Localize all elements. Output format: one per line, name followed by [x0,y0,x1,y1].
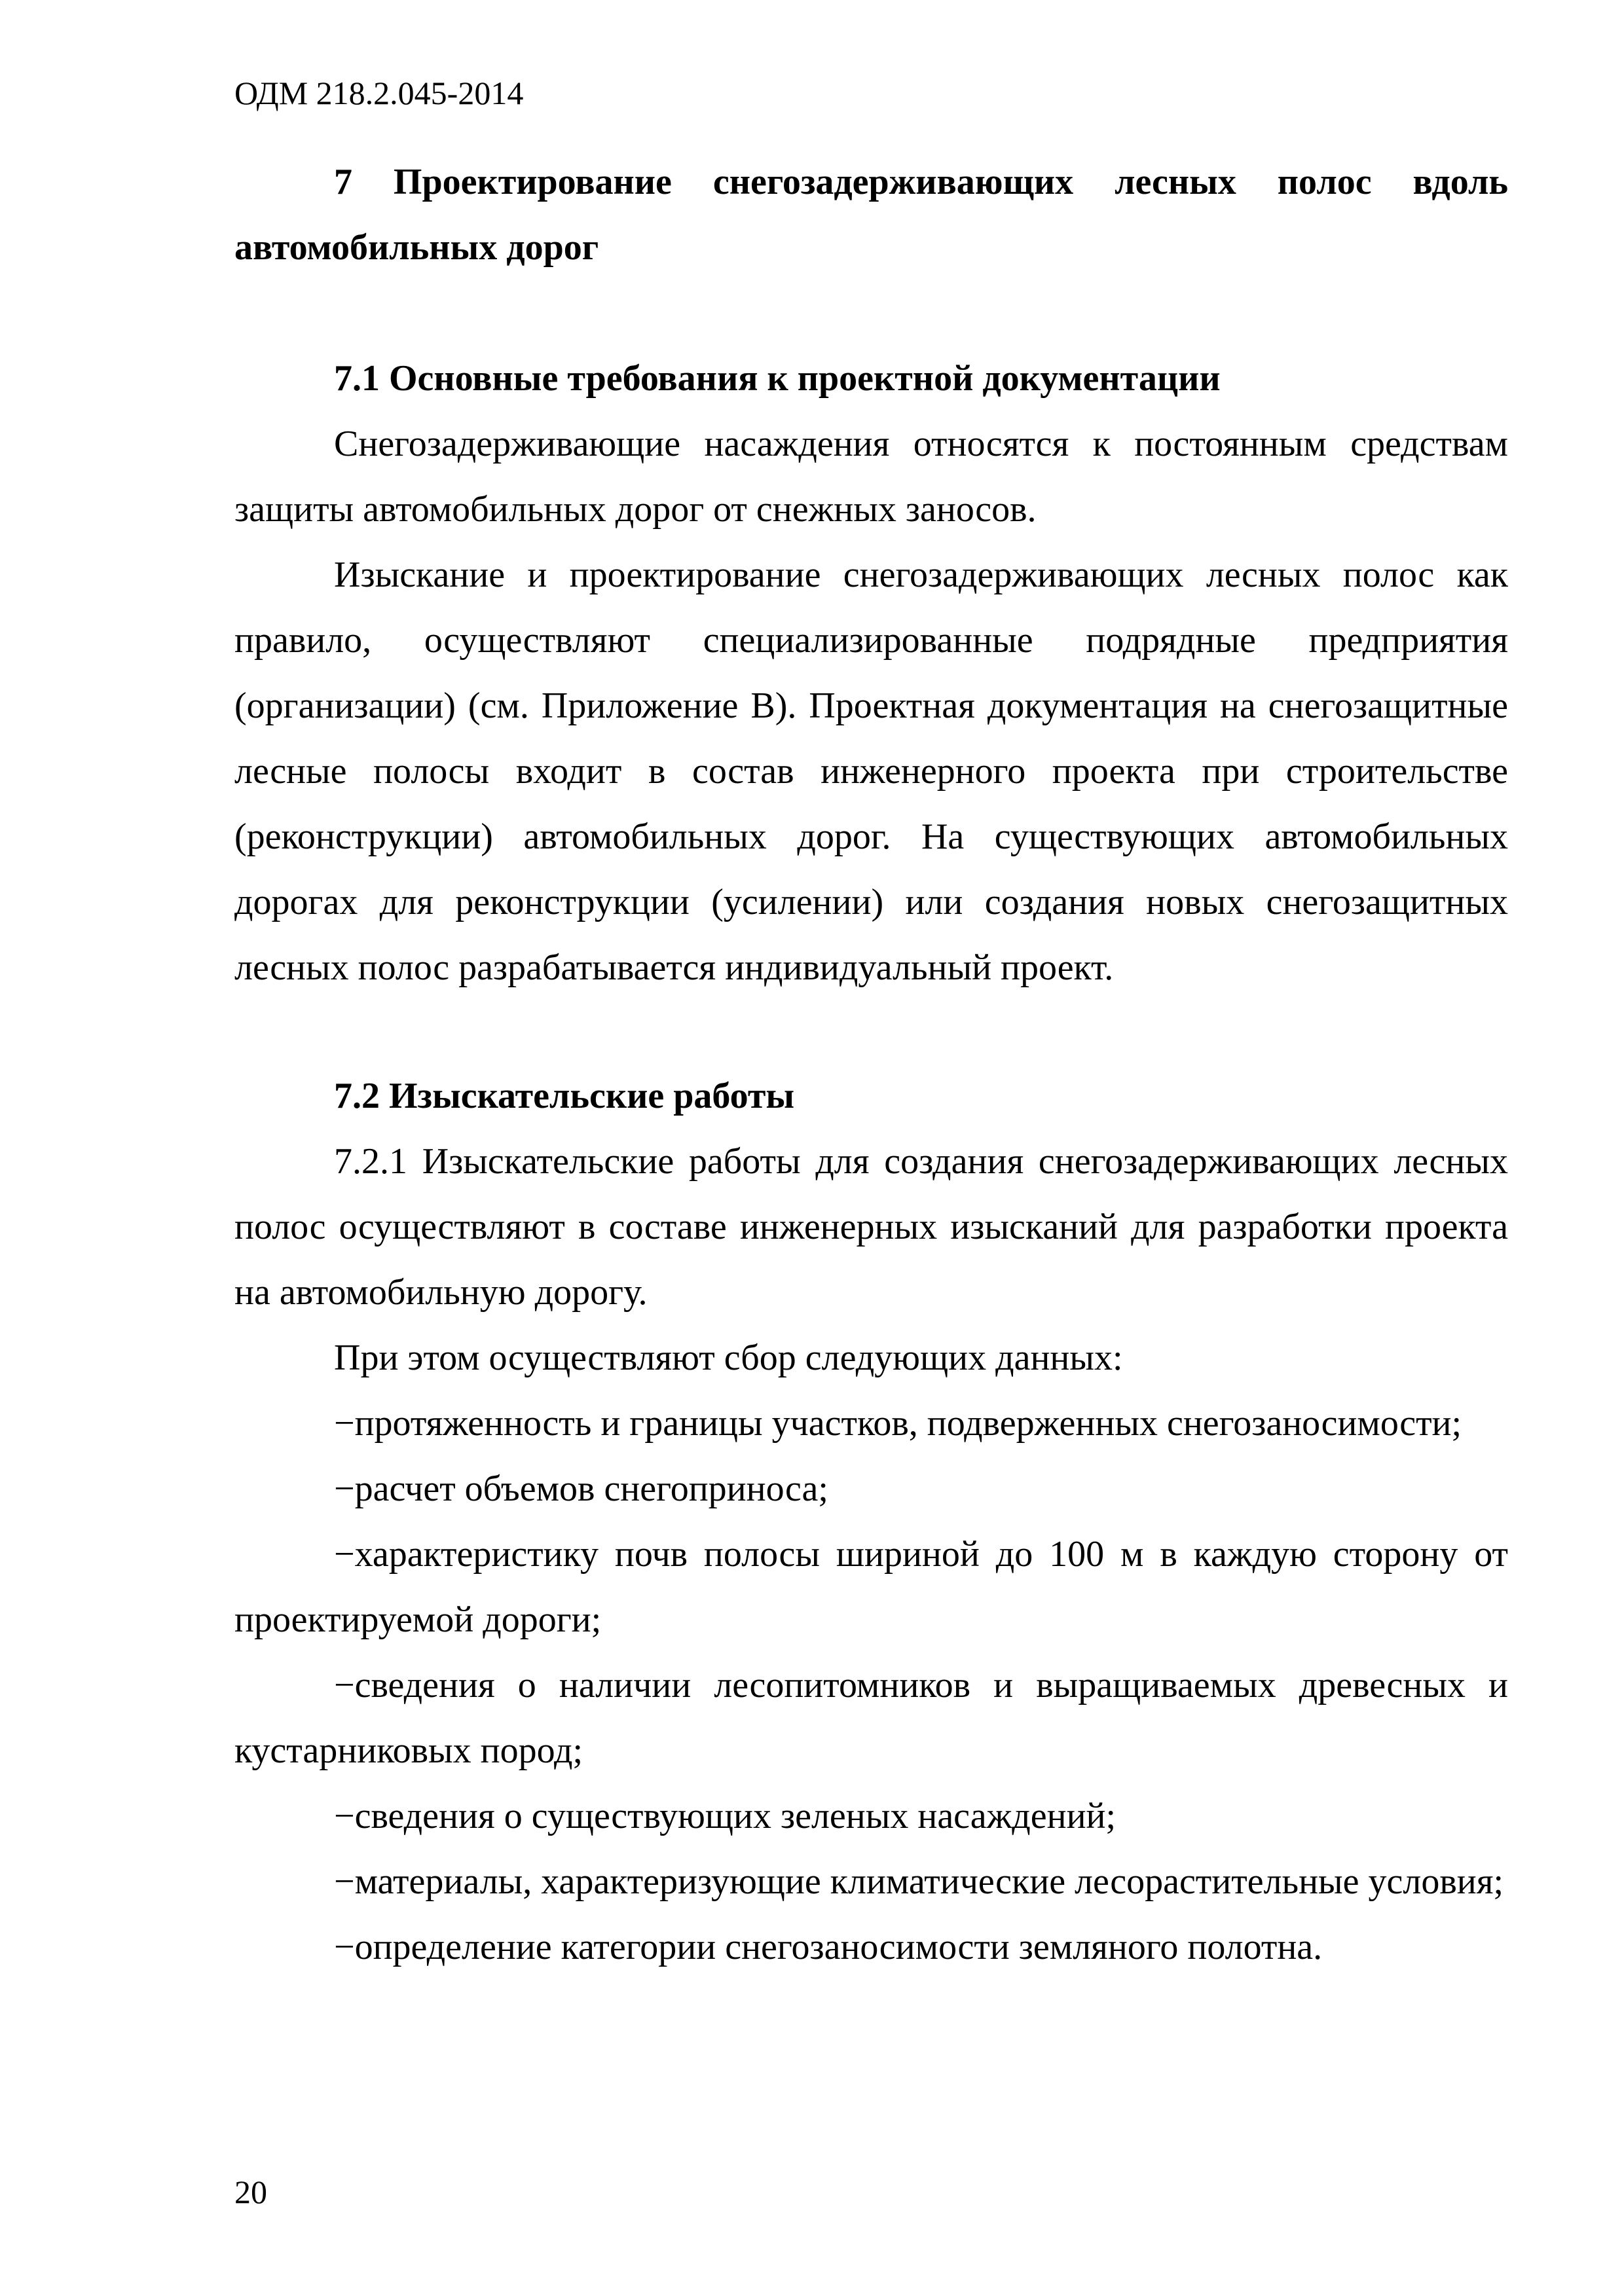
section-7-1-heading: 7.1 Основные требования к проектной документации [334,358,1221,399]
spacer [234,280,1508,346]
list-item: −характеристику почв полосы шириной до 100 м в каждую сторону от проектируемой дороги; [234,1534,1508,1640]
list-item: −протяженность и границы участков, подверженных снегозаносимости; [334,1403,1462,1444]
list-item: −определение категории снегозаносимости земляного полотна. [334,1927,1323,1967]
spacer [234,1000,1508,1063]
list-item: −сведения о существующих зеленых насаждений; [334,1796,1116,1836]
section-7-2-heading: 7.2 Изыскательские работы [334,1076,795,1116]
document-code-header: ОДМ 218.2.045-2014 [234,75,524,111]
list-item: −расчет объемов снегоприноса; [334,1468,828,1509]
section-7-1-paragraph: Изыскание и проектирование снегозадерживающих лесных полос как правило, осуществляют специализированные подрядные предприятия (организации) (см. Приложение В). Проектная документация на снегозащитные лесные полосы входит в состав инженерного проекта при строительстве (реконструкции) автомобильных дорог. На существующих автомобильных дорогах для реконструкции (усилении) или создания новых снегозащитных лесных полос разрабатывается индивидуальный проект. [234,555,1508,988]
list-item: −сведения о наличии лесопитомников и выращиваемых древесных и кустарниковых пород; [234,1665,1508,1771]
section-7-2-paragraph: При этом осуществляют сбор следующих данных: [334,1338,1123,1378]
section-7-1-paragraph: Снегозадерживающие насаждения относятся к постоянным средствам защиты автомобильных дорог от снежных заносов. [234,424,1508,530]
section-7-2-paragraph: 7.2.1 Изыскательские работы для создания снегозадерживающих лесных полос осуществляют в составе инженерных изысканий для разработки проекта на автомобильную дорогу. [234,1141,1508,1313]
page-number: 20 [234,2174,267,2210]
page-content [234,149,1508,1980]
list-item: −материалы, характеризующие климатические лесорастительные условия; [334,1861,1504,1902]
section-7-heading: 7 Проектирование снегозадерживающих лесных полос вдоль автомобильных дорог [234,162,1508,268]
